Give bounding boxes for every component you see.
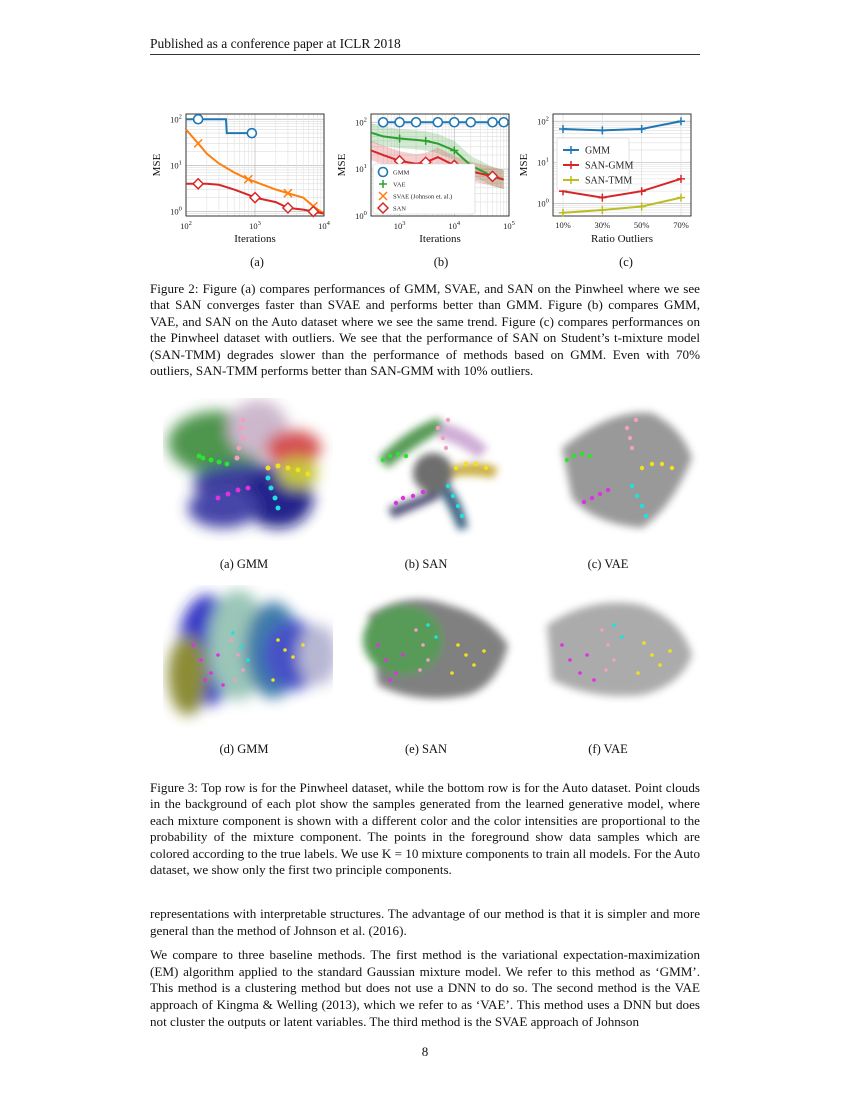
y-tick-label: $10^2$	[537, 115, 549, 127]
data-point	[395, 118, 404, 127]
series-line	[563, 121, 681, 130]
figure3-caption	[150, 780, 700, 878]
subcaption-c: (c)	[619, 255, 633, 269]
panel-d-label: (d) GMM	[219, 742, 269, 756]
data-point	[194, 115, 203, 124]
x-tick-label: 50%	[633, 220, 650, 230]
data-point	[638, 125, 646, 133]
plot-area	[151, 113, 331, 245]
legend-label: GMM	[585, 145, 611, 157]
panel-f-image	[532, 585, 702, 735]
y-axis-label: MSE	[336, 153, 348, 177]
series-gmm	[379, 118, 509, 127]
figure2-caption	[150, 281, 700, 379]
chart-svg-2	[515, 108, 705, 270]
subcaption-a: (a)	[250, 255, 264, 269]
running-header: Published as a conference paper at ICLR 2018	[150, 36, 401, 51]
chart-svg-1	[333, 108, 523, 270]
data-point	[598, 194, 606, 202]
panel-c-label: (c) VAE	[587, 557, 629, 571]
x-tick-label: 30%	[594, 220, 611, 230]
panel-e-image	[348, 585, 518, 735]
figure3-caption-text: Figure 3: Top row is for the Pinwheel dataset, while the bottom row is for the Auto dataset. Point clouds in the background of each plot show the samples generated from the learned generative model, where each mixture component is shown with a different color and the color intensities are proportional to the probability of the mixture component. The points in the foreground show data samples which are colored according to the true labels. We use K = 10 mixture components to train all models. For the Auto dataset, we show only the first two principle components.	[150, 780, 700, 878]
x-tick-label: 10%	[555, 220, 571, 230]
legend	[557, 138, 633, 190]
y-tick-label: $10^2$	[170, 113, 182, 125]
body-paragraph-1: representations with interpretable structures. The advantage of our method is that it is simpler and more general than the method of Johnson et al. (2016).	[150, 906, 700, 938]
subcaption-b: (b)	[433, 255, 449, 269]
page-number: 8	[421, 1044, 429, 1059]
y-tick-label: $10^0$	[170, 205, 182, 217]
panel-b-san-pinwheel	[348, 398, 518, 548]
panel-d-gmm-auto	[163, 585, 333, 735]
data-point	[466, 118, 475, 127]
panel-e-label: (e) SAN	[404, 742, 447, 756]
figure2-caption-text: Figure 2: Figure (a) compares performances of GMM, SVAE, and SAN on the Pinwheel where we see that SAN converges faster than SVAE and performs better than GMM. Figure (b) compares GMM, VAE, and SAN on the Auto dataset where we see the same trend. Figure (c) compares performances on the Pinwheel dataset with outliers. We see that the performance of SAN on Student’s t-mixture model (SAN-TMM) degrades slower than the performance of methods based on GMM. Even with 70% outliers, SAN-TMM performs better than SAN-GMM with 10% outliers.	[150, 281, 700, 379]
legend-marker	[379, 168, 388, 177]
data-point	[450, 118, 459, 127]
panel-c-vae-pinwheel	[532, 398, 702, 548]
data-point	[677, 175, 685, 183]
y-tick-label: $10^0$	[537, 197, 549, 209]
legend-label: GMM	[393, 169, 410, 177]
chart-c	[515, 108, 705, 270]
body-paragraph-2: We compare to three baseline methods. The first method is the variational expectation-maximization (EM) algorithm applied to the standard Gaussian mixture model. We refer to this method as ‘GMM’. This method is a clustering method but does not use a DNN to do so. The second method is the VAE approach of Kingma & Welling (2013), which we refer to as ‘VAE’. This method uses a DNN but does not cluster the outputs or latent variables. The third method is the SVAE approach of Johnson	[150, 947, 700, 1029]
x-axis-label: Ratio Outliers	[590, 233, 654, 245]
panel-a-image	[163, 398, 333, 548]
data-point	[247, 129, 256, 138]
y-tick-label: $10^1$	[170, 159, 182, 171]
data-point	[412, 118, 421, 127]
y-tick-label: $10^0$	[355, 210, 367, 221]
data-point	[677, 194, 685, 202]
data-point	[559, 125, 567, 133]
x-axis-label: Iterations	[234, 233, 276, 245]
series-gmm	[559, 117, 685, 134]
y-axis-label: MSE	[151, 153, 163, 177]
panel-d-image	[163, 585, 333, 735]
x-tick-label: $10^3$	[393, 220, 406, 231]
panel-e-san-auto	[348, 585, 518, 735]
panel-c-image	[532, 398, 702, 548]
legend	[373, 164, 475, 214]
panel-b-label: (b) SAN	[404, 557, 448, 571]
data-point	[499, 118, 508, 127]
x-tick-label: 70%	[673, 220, 689, 230]
header-rule	[150, 54, 700, 55]
data-point	[193, 179, 203, 189]
body-text	[150, 906, 700, 1038]
legend-box	[373, 164, 475, 214]
y-tick-label: $10^1$	[537, 156, 549, 168]
y-tick-label: $10^2$	[355, 116, 367, 128]
data-point	[638, 187, 646, 195]
y-tick-label: $10^1$	[355, 163, 367, 175]
panel-a-gmm-pinwheel	[163, 398, 333, 548]
x-axis-label: Iterations	[419, 233, 461, 245]
legend-label: SAN	[393, 205, 407, 213]
plot-area	[518, 114, 691, 245]
x-tick-label: $10^2$	[180, 220, 192, 231]
data-point	[379, 118, 388, 127]
chart-a	[148, 108, 338, 270]
legend-label: VAE	[393, 181, 406, 189]
x-tick-label: $10^5$	[503, 220, 515, 231]
panel-f-label: (f) VAE	[588, 742, 628, 756]
plot-area	[336, 114, 515, 245]
x-tick-label: $10^3$	[249, 220, 261, 231]
x-tick-label: $10^4$	[318, 220, 330, 231]
data-point	[433, 118, 442, 127]
data-point	[677, 117, 685, 125]
panel-f-vae-auto	[532, 585, 702, 735]
legend-label: SVAE (Johnson et. al.)	[393, 193, 453, 201]
panel-a-label: (a) GMM	[219, 557, 269, 571]
legend-label: SAN-TMM	[585, 175, 633, 187]
x-tick-label: $10^4$	[448, 220, 461, 231]
chart-svg-0	[148, 108, 338, 270]
y-axis-label: MSE	[518, 153, 530, 177]
chart-b	[333, 108, 523, 270]
data-point	[488, 118, 497, 127]
legend-label: SAN-GMM	[585, 160, 634, 172]
panel-b-image	[348, 398, 518, 548]
